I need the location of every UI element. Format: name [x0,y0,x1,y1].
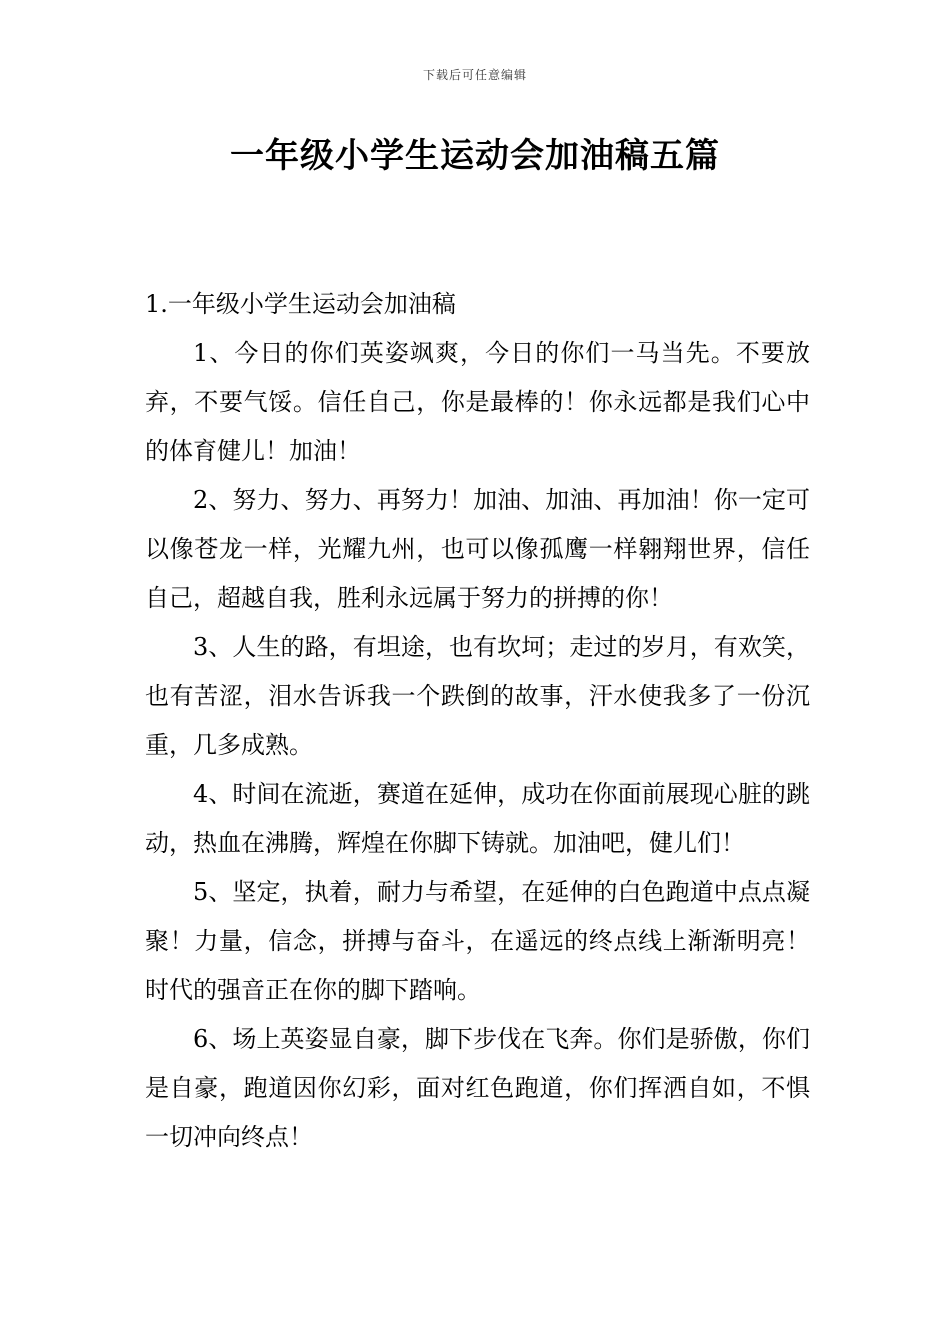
header-note: 下载后可任意编辑 [422,68,527,82]
paragraph-1: 1、今日的你们英姿飒爽，今日的你们一马当先。不要放弃，不要气馁。信任自己，你是最棒的！你永远都是我们心中的体育健儿！加油！ [145,339,810,465]
paragraph-4: 4、时间在流逝，赛道在延伸，成功在你面前展现心脏的跳动，热血在沸腾，辉煌在你脚下铸就。加油吧，健儿们！ [145,780,810,857]
section-heading: 1.一年级小学生运动会加油稿 [145,290,456,318]
document-title: 一年级小学生运动会加油稿五篇 [230,136,720,176]
paragraph-5: 5、坚定，执着，耐力与希望，在延伸的白色跑道中点点凝聚！力量，信念，拼搏与奋斗，在遥远的终点线上渐渐明亮！时代的强音正在你的脚下踏响。 [145,878,810,1004]
paragraph-3: 3、人生的路，有坦途，也有坎坷；走过的岁月，有欢笑，也有苦涩，泪水告诉我一个跌倒的故事，汗水使我多了一份沉重，几多成熟。 [145,633,810,759]
document-body [145,280,810,1162]
paragraph-2: 2、努力、努力、再努力！加油、加油、再加油！你一定可以像苍龙一样，光耀九州，也可以像孤鹰一样翱翔世界，信任自己，超越自我，胜利永远属于努力的拼搏的你！ [145,486,810,612]
paragraph-6: 6、场上英姿显自豪，脚下步伐在飞奔。你们是骄傲，你们是自豪，跑道因你幻彩，面对红色跑道，你们挥洒自如，不惧一切冲向终点！ [145,1025,810,1151]
